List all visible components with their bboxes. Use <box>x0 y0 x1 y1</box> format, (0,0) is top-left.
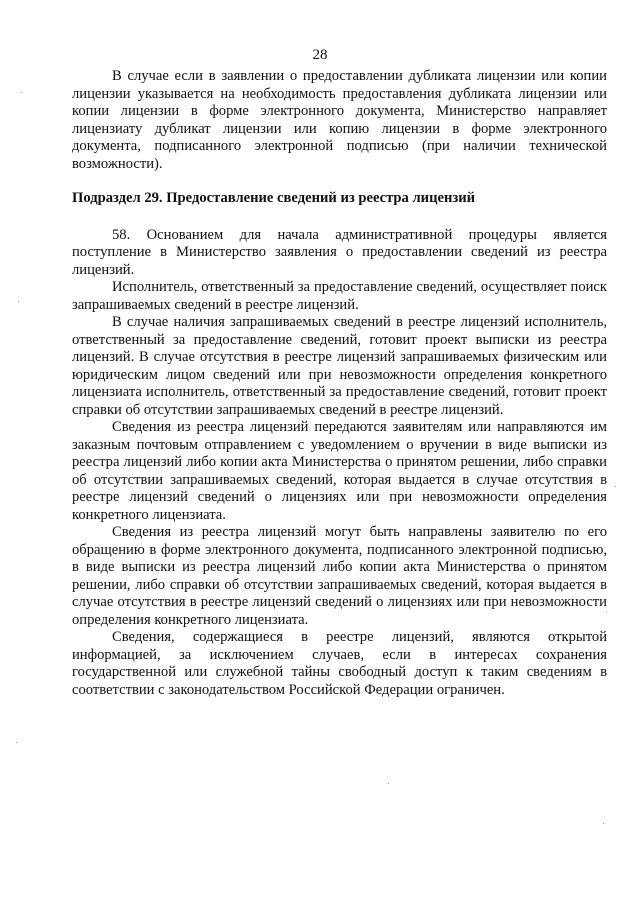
paragraph-open-information: Сведения, содержащиеся в реестре лицензий, являются открытой информацией, за исключением случаев, если в интересах сохранения государственной или служебной тайны свободный доступ к таким сведениям в соответствии с законодательством Российской Федерации ограничен. <box>72 629 607 698</box>
scan-speck <box>18 301 19 302</box>
section-heading: Подраздел 29. Предоставление сведений из реестра лицензий <box>72 190 476 206</box>
page-number: 28 <box>312 47 328 63</box>
scan-speck <box>16 742 17 743</box>
scan-speck <box>606 612 607 613</box>
scan-speck <box>603 823 604 824</box>
paragraph-extract-or-certificate: В случае наличия запрашиваемых сведений в реестре лицензий исполнитель, ответственный за предоставление сведений, готовит проект выписки из реестра лицензий. В случае отсутствия в реестре лицензий запрашиваемых физическим или юридическим лицом сведений или при невозможности определения конкретного лицензиата исполнитель, ответственный за предоставление сведений, готовит проект справки об отсутствии запрашиваемых сведений в реестре лицензий. <box>72 314 607 418</box>
paragraph-executor-search: Исполнитель, ответственный за предоставление сведений, осуществляет поиск запрашиваемых сведений в реестре лицензий. <box>72 279 607 313</box>
scan-speck <box>388 783 389 784</box>
paragraph-duplicate-license: В случае если в заявлении о предоставлении дубликата лицензии или копии лицензии указывается на необходимость предоставления дубликата лицензии или копии лицензии в форме электронного документа, Министерство направляет лицензиату дубликат лицензии или копию лицензии в форме электронного документа, подписанного электронной подписью (при наличии технической возможности). <box>72 68 607 172</box>
scan-speck <box>615 486 616 487</box>
document-body <box>72 68 607 699</box>
scan-speck <box>21 92 22 93</box>
paragraph-electronic-delivery: Сведения из реестра лицензий могут быть направлены заявителю по его обращению в форме электронного документа, подписанного электронной подписью, в виде выписки из реестра лицензий либо копии акта Министерства о принятом решении, либо справки об отсутствии запрашиваемых сведений, которая выдается в случае отсутствия в реестре лицензий сведений о лицензиях или при невозможности определения конкретного лицензиата. <box>72 524 607 628</box>
paragraph-delivery-by-mail: Сведения из реестра лицензий передаются заявителям или направляются им заказным почтовым отправлением с уведомлением о вручении в виде выписки из реестра лицензий либо копии акта Министерства о принятом решении, либо справки об отсутствии запрашиваемых сведений, которая выдается в случае отсутствия в реестре лицензий сведений о лицензиях или при невозможности определения конкретного лицензиата. <box>72 419 607 523</box>
paragraph-58-basis: 58. Основанием для начала административной процедуры является поступление в Министерство заявления о предоставлении сведений из реестра лицензий. <box>72 226 607 278</box>
